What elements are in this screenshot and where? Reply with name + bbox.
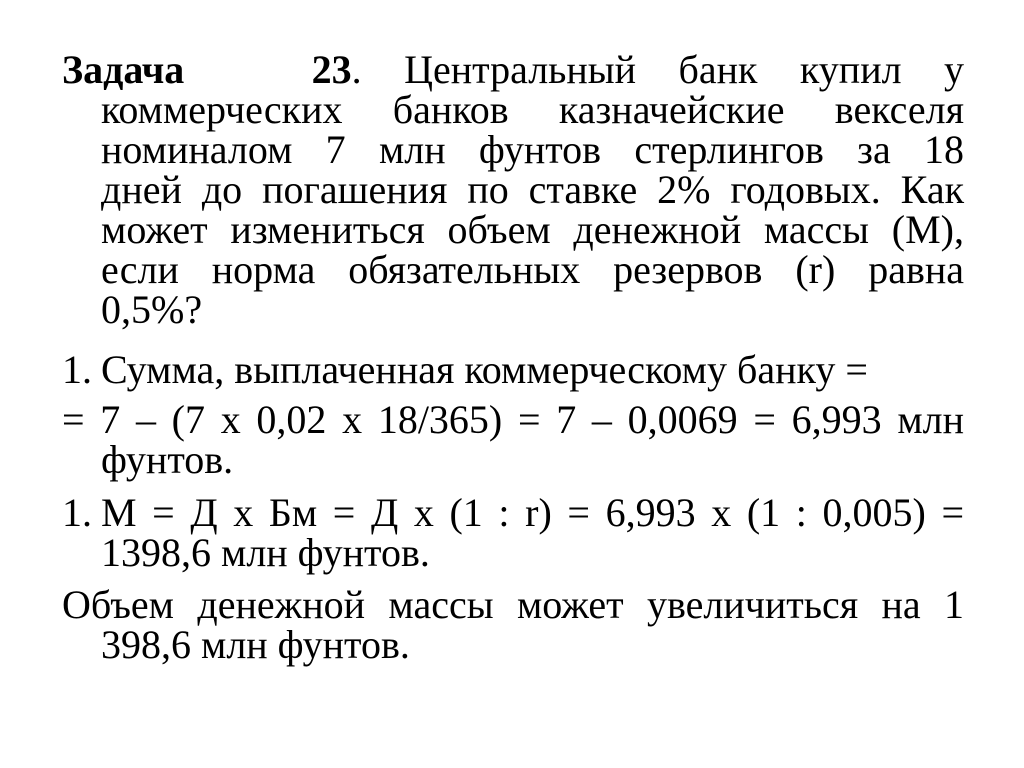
list-marker: 1. [62, 347, 92, 392]
calculation [62, 397, 964, 482]
conclusion-line-1: Объем денежной массы может увеличиться на 1 [62, 582, 964, 627]
calc-line-2: фунтов. [101, 437, 234, 482]
task-line-7: 0,5%? [101, 287, 203, 332]
task-statement [62, 47, 964, 332]
task-line-6: если норма обязательных резервов (r) равна [101, 247, 964, 292]
task-line-2: коммерческих банков казначейские векселя [101, 87, 964, 132]
task-number: 23 [311, 47, 352, 92]
task-line-3: номиналом 7 млн фунтов стерлингов за 18 [101, 127, 964, 172]
task-line-4: дней до погашения по ставке 2% годовых. Как [101, 167, 964, 212]
solution-step-1 [62, 347, 964, 392]
task-line-5: может измениться объем денежной массы (М), [101, 207, 964, 252]
solution-step-2 [62, 490, 964, 575]
step-1-text: Сумма, выплаченная коммерческому банку = [101, 347, 868, 392]
conclusion [62, 582, 964, 667]
list-marker: 1. [62, 490, 92, 535]
task-label: Задача [62, 47, 185, 92]
calc-line-1: = 7 – (7 х 0,02 х 18/365) = 7 – 0,0069 = 6,993 млн [62, 397, 964, 442]
step-2-line-2: 1398,6 млн фунтов. [101, 530, 430, 575]
conclusion-line-2: 398,6 млн фунтов. [101, 622, 410, 667]
task-line-1: . Центральный банк купил у [351, 47, 964, 92]
step-2-line-1: М = Д х Бм = Д х (1 : r) = 6,993 х (1 : 0,005) = [101, 490, 964, 535]
